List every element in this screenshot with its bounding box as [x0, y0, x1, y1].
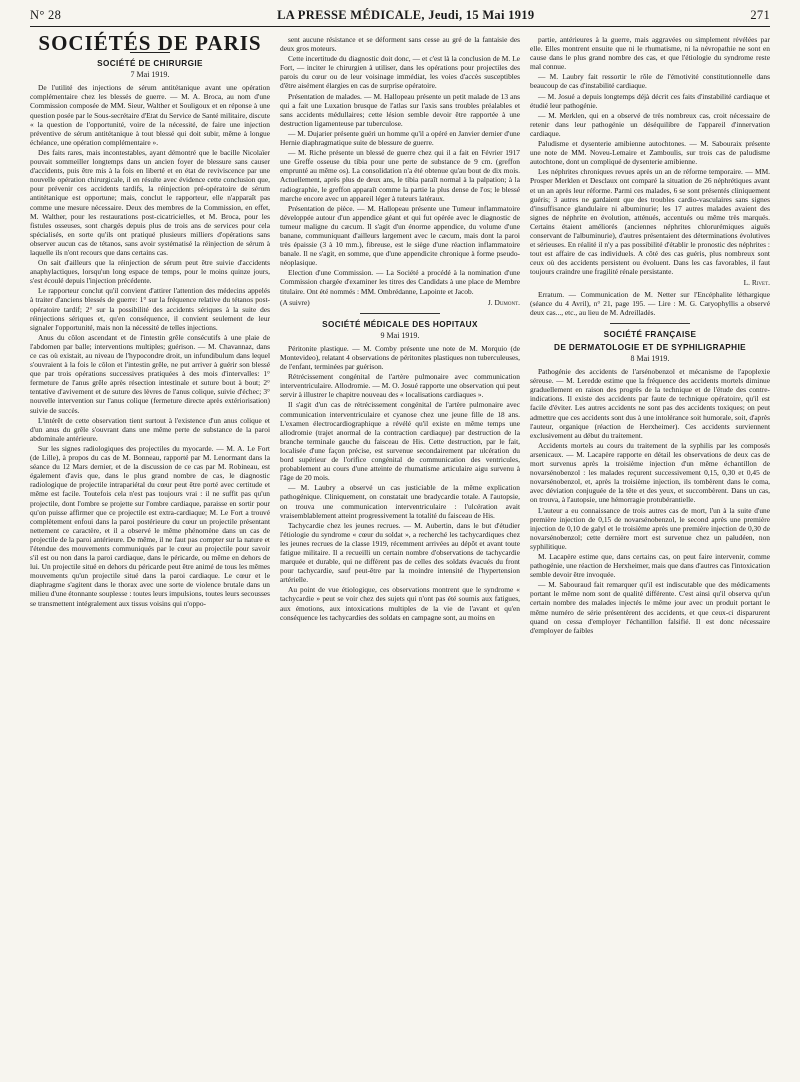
paragraph: Paludisme et dysenterie amibienne autochtones. — M. Sabouraix présente une note de MM. Noveu-Lemaire et Zamboulis, sur trois cas de paludisme autochtone, dont un compliqué de dysenterie amibienne.	[530, 139, 770, 167]
paragraph: Les néphrites chroniques revues après un an de réforme temporaire. — MM. Prosper Merklen et Desclaux ont comparé la situation de 26 néphrétiques avant et un an après leur réforme. Parmi ces malades, 6 se sont présentés cliniquement guéris; 3 autres ne gardaient que des troubles cardio-vasculaires sans signes d'insuffisance glandulaire ni albuminurie; les 17 autres malades avaient des signes de néphrite en évolution, atténués, accentués ou même très marqués. Certains étaient améliorés (anciennes néphrites chlorurémiques aiguës conservant de l'albuminurie), d'autres présentaient des déterminations évolutives et sérieuses. En réalité il n'y a pas possibilité d'établir le pronostic des néphrites : tout est affaire de cas individuels. A côté des cas guéris, plus nombreux sont ceux où des accidents persistent ou évoluent. Dans les cas favorables, il faut toujours craindre une fragilité rénale persistante.	[530, 167, 770, 277]
header-rule	[30, 26, 770, 27]
paragraph: — M. Laubry fait ressortir le rôle de l'émotivité constitutionnelle dans beaucoup de cas d'instabilité cardiaque.	[530, 72, 770, 91]
session-date: 9 Mai 1919.	[380, 330, 420, 340]
paragraph: Tachycardie chez les jeunes recrues. — M. Aubertin, dans le but d'étudier l'étiologie du syndrome « cœur du soldat », a recherché les tachycardiques chez les jeunes recrues de la classe 1919, récemment arrivées au dépôt et avant toute fatigue militaire. Il a recueilli un certain nombre d'observations de tachycardie marquée et durable, qui ne diffèrent pas de celles des soldats évacués du front pour tachycardie, sauf peut-être par la moindre intensité de l'hypertension artérielle.	[280, 520, 520, 585]
column-2	[280, 35, 520, 636]
page-number: 271	[750, 7, 770, 22]
paragraph: L'intérêt de cette observation tient surtout à l'existence d'un anus colique et d'un anus du grêle s'ouvrant dans une même perte de substance de la paroi abdominale antérieure.	[30, 415, 270, 443]
paragraph: Des faits rares, mais incontestables, ayant démontré que le bacille Nicolaïer pouvait sommeiller longtemps dans un ancien foyer de blessure sans causer d'accidents, puis être mis à la fois en liberté et en état de reviviscence par une nouvelle opération chirurgicale, il en résulte avec évidence cette conclusion que, pour prévenir ces accidents tardifs, la réinjection pré-opératoire de sérum antitétanique est opportune; mais, conclut le rapporteur, elle n'apparaît pas comme une mesure nécessaire. Deux des membres de la Commission, en effet, M. Walther, pour les restaurations post-cicatricielles, et M. Broca, pour les fistules osseuses, sont chargés depuis plus de trois ans de services pour cela spécialisés, en sorte qu'ils ont pratiqué plusieurs milliers d'opérations sans observer aucun cas de tétanos, sans avoir systématisé la réinjection de sérum à laquelle ils n'ont recours que dans certains cas.	[30, 147, 270, 257]
paragraph: — M. Sabouraud fait remarquer qu'il est indiscutable que des médicaments portant le même nom sont de qualité différente. C'est ainsi qu'il observa qu'un certain nombre des malades injectés le même jour avec un produit portant le même numéro de série présentèrent des accidents, et que ceux-ci disparurent quand on cessa d'employer l'échantillon falsifié. Il est donc nécessaire d'employer de faibles	[530, 580, 770, 635]
paragraph: L'auteur a eu connaissance de trois autres cas de mort, l'un à la suite d'une première injection de 0,15 de novarsénobenzol, le second après une première injection de 0,10 de galyl et le troisième après une première injection de 0,30 de novarsénobenzol; cette dernière mort est survenue chez un paludéen, non syphilitique.	[530, 505, 770, 551]
paragraph: Pathogénie des accidents de l'arsénobenzol et mécanisme de l'apoplexie séreuse. — M. Leredde estime que la fréquence des accidents mortels diminue graduellement en raison des progrès de la technique et de l'étude des contre-indications. Il existe des accidents par faute de technique opératoire, qu'il est facile d'éviter. Les autres accidents ne sont pas des accidents toxiques; on peut admettre que ces accidents sont dus à une intolérance soit humorale, soit, d'après l'auteur, organique (réaction de Herxheimer). Ces accidents surviennent exclusivement au début du traitement.	[530, 367, 770, 440]
column-3	[530, 35, 770, 636]
paragraph: Election d'une Commission. — La Société a procédé à la nomination d'une Commission chargée d'examiner les titres des Candidats à une place de Membre titulaire. Ont été nommés : MM. Ombrédanne, Lapointe et Jacob.	[280, 268, 520, 296]
paragraph: Sur les signes radiologiques des projectiles du myocarde. — M. A. Le Fort (de Lille), à propos du cas de M. Bonneau, rapporté par M. Lenormant dans la séance du 12 Mars dernier, et de la discussion de ce cas par M. Robineau, est également d'avis que, dans le plus grand nombre de cas, le diagnostic radiologique de projectile intrapariétal du cœur peut être porté avec certitude et même est facile. Toutefois cela n'est pas toujours vrai : il ne suffit pas qu'un projectile, dont l'ombre se projette sur l'ombre cardiaque, paraisse en sortir pour qu'on puisse affirmer que ce projectile est extra-cardiaque; M. Le Fort a trouvé complètement enfoui dans la paroi postérieure du cœur un projectile présentant nettement ce caractère, et il a observé le même phénomène dans un cas de projectile de la paroi antérieure. De même, il ne faut pas compter sur la nature et l'étendue des mouvements communiqués par le cœur au projectile pour savoir s'il est ou non dans la paroi cardiaque, dans le péricarde, ou même en dehors de lui. Un projectile situé en dehors du péricarde peut être animé de tous les mêmes mouvements qu'un projectile situé dans la paroi cardiaque. Le cœur et le diaphragme s'agitent dans le thorax avec une sorte de violence brutale dans un milieu d'une étonnante souplesse : toutes leurs impulsions, toutes leurs secousses se transmettent intégralement aux tissus voisins qui n'oppo-	[30, 443, 270, 608]
to-be-continued: (A suivre)	[280, 297, 310, 307]
section-divider	[610, 323, 690, 324]
section-main-title: SOCIÉTÉS DE PARIS	[38, 31, 262, 55]
session-date: 8 Mai 1919.	[630, 354, 670, 363]
paragraph: Erratum. — Communication de M. Netter sur l'Encéphalite léthargique (séance du 4 Avril), n° 21, page 195. — Lire : M. G. Caryophyllis a observé deux cas..., etc., au lieu de M. Adreilladès.	[530, 289, 770, 317]
paragraph: On sait d'ailleurs que la réinjection de sérum peut être suivie d'accidents anaphylactiques, lorsqu'un long espace de temps, pour le moins quinze jours, s'est écoulé depuis l'injection précédente.	[30, 258, 270, 286]
paragraph: De l'utilité des injections de sérum antitétanique avant une opération complémentaire chez les blessés de guerre. — M. A. Broca, au nom d'une Commission composée de MM. Sieur, Walther et Souligoux et en réponse à une question posée par le Sous-secrétaire d'Etat du Service de Santé militaire, discute « la question de l'opportunité, voire de la nécessité, de faire une injection préventive de sérum antitétanique à tout blessé qui doit subir, même à longue échéance, une opération complémentaire ».	[30, 83, 270, 147]
paragraph: Au point de vue étiologique, ces observations montrent que le syndrome « tachycardie » peut se voir chez des sujets qui n'ont pas été soumis aux fatigues, aux émotions, aux intoxications multiples de la vie de l'avant et qu'en conséquence les tachycardies des soldats en campagne sont, au moins en	[280, 585, 520, 622]
paragraph: Présentation de pièce. — M. Hallopeau présente une Tumeur inflammatoire développée autour d'un appendice géant et qui fut opérée avec le diagnostic de tumeur maligne du cæcum. Il s'agit d'un énorme appendice, du volume d'une banane, communiquant d'ailleurs largement avec le cæcum, mais dont la paroi très épaissie (3 à 10 mm.), fibreuse, est le siège d'une réaction inflammatoire banale. Il ne s'agit, en somme, que d'une appendicite chronique à forme pseudo-néoplasique.	[280, 203, 520, 268]
society-title-line-1: SOCIÉTÉ FRANÇAISE	[603, 329, 697, 339]
society-title-line-2: DE DERMATOLOGIE ET DE SYPHILIGRAPHIE	[554, 342, 746, 352]
masthead-title: LA PRESSE MÉDICALE, Jeudi, 15 Mai 1919	[277, 7, 535, 22]
paragraph: M. Lacapère estime que, dans certains cas, on peut faire intervenir, comme pathogénie, une réaction de Herxheimer, mais que dans d'autres cas l'intoxication semble devoir être invoquée.	[530, 551, 771, 580]
paragraph: — M. Riche présente un blessé de guerre chez qui il a fait en Février 1917 une Greffe osseuse du tibia pour une perte de substance de 9 cm. (greffon emprunté au même os). La consolidation n'a été obtenue qu'au bout de dix mois. Actuellement, après plus de deux ans, le tibia paraît normal à la palpation; à la radiographie, le greffon apparaît comme la partie la plus dense de l'os; le blessé marche encore avec un appareil léger à tuteurs latéraux.	[280, 148, 520, 203]
paragraph: — M. Merklen, qui en a observé de très nombreux cas, croit nécessaire de retenir dans leur pathogénie un déséquilibre de l'appareil d'innervation cardiaque.	[530, 110, 770, 138]
society-title: SOCIÉTÉ MÉDICALE DES HOPITAUX	[322, 319, 478, 329]
paragraph: Il s'agit d'un cas de rétrécissement congénital de l'artère pulmonaire avec communication interventriculaire et cyanose chez une jeune fille de 18 ans. L'examen électrocardiographique a révélé qu'il existe en même temps une allodromie (trajet anormal de la contraction cardiaque) par destruction de la branche terminale gauche du faisceau de His. Cette destruction, par le fait, localisée d'une façon précise, est survenue secondairement par ulcération du bord supérieur de l'orifice congénital de communication des ventricules, probablement au cours d'une atteinte de rhumatisme articulaire aigu survenu à l'âge de 20 mois.	[280, 400, 520, 483]
paragraph: sent aucune résistance et se déforment sans cesse au gré de la fantaisie des deux gros moteurs.	[280, 35, 520, 54]
paragraph: — M. Laubry a observé un cas justiciable de la même explication pathogénique. Cliniquement, on constatait une bradycardie totale. A l'autopsie, on trouva une communication interventriculaire : l'ulcération avait vraisemblablement atteint progressivement la totalité du faisceau de His.	[280, 483, 520, 520]
author-signature: L. Rivet.	[743, 278, 770, 288]
paragraph: Rétrécissement congénital de l'artère pulmonaire avec communication interventriculaire. Allodromie. — M. O. Josué rapporte une observation qui peut servir à illustrer le chapitre nouveau des « localisations cardiaques ».	[280, 372, 520, 400]
section-divider	[360, 313, 440, 314]
paragraph: — M. Dujarier présente guéri un homme qu'il a opéré en Janvier dernier d'une Hernie diaphragmatique suite de blessure de guerre.	[280, 128, 520, 148]
paragraph: Péritonite plastique. — M. Comby présente une note de M. Morquio (de Montevideo), relatant 4 observations de péritonites plastiques non tuberculeuses, de l'enfant, terminées par guérison.	[280, 343, 520, 372]
paragraph: Présentation de malades. — M. Hallopeau présente un petit malade de 13 ans qui a fait une Luxation brusque de l'atlas sur l'axis sans troubles préalables et sans accidents médullaires; cette lésion semble devoir être rapportée à une destruction ligamenteuse par tuberculose.	[280, 91, 520, 128]
signature-line	[530, 278, 770, 287]
paragraph: — M. Josué a depuis longtemps déjà décrit ces faits d'instabilité cardiaque et étudié leur pathogénie.	[530, 91, 770, 110]
paragraph: Cette incertitude du diagnostic doit donc, — et c'est là la conclusion de M. Le Fort, — inciter le chirurgien à utiliser, dans les opérations pour projectiles des parois du cœur ou de leur voisinage immédiat, les voies d'accès susceptibles d'être aisément élargies en cas de surprise opératoire.	[280, 54, 520, 91]
paragraph: partie, antérieures à la guerre, mais aggravées ou simplement révélées par elle. Elles montrent ensuite que ni le rhumatisme, ni la névropathie ne sont en cause dans le plus grand nombre des cas, et que l'étiologie du syndrome reste mal connue.	[530, 35, 770, 72]
signature-line	[280, 298, 520, 307]
paragraph: Anus du côlon ascendant et de l'intestin grêle consécutifs à une plaie de l'abdomen par balle; interventions multiples; guérison. — M. Chavannaz, dans ce cas où existait, au niveau de l'hypocondre droit, un infundibulum dans lequel s'ouvraient à la fois le côlon et l'intestin grêle, ne put arriver à guérir son blessé que par trois opérations successives pratiquées à des mois d'intervalles: 1° fermeture de l'anus grêle après résection intestinale et suture bout à bout; 2° tentative d'avivement et de suture des lèvres de l'anus colique, suivie d'échec; 3° nouvelle intervention sur l'anus colique (fermeture directe après extériorisation) suivie de succès.	[30, 332, 270, 415]
paragraph: Accidents mortels au cours du traitement de la syphilis par les composés arsenicaux. — M. Lacapère rapporte en détail les observations de deux cas de mort survenus après la troisième injection d'un même échantillon de novarsénobenzol : les malades reçurent successivement 0,15, 0,30 et 0,45 de novarsénobenzol, et, après la troisième injection, ils tombèrent dans le coma, avec déviation conjuguée de la tête et des yeux, et succombèrent. Dans un cas, on trouva, à l'autopsie, une hémorragie protubérantielle.	[530, 440, 770, 505]
society-title: SOCIÉTÉ DE CHIRURGIE	[97, 59, 203, 69]
session-date: 7 Mai 1919.	[130, 70, 170, 80]
column-1	[30, 31, 270, 636]
paragraph: Le rapporteur conclut qu'il convient d'attirer l'attention des médecins appelés à traiter d'anciens blessés de guerre: 1° sur la fréquence relative du tétanos post-opératoire tardif; 2° sur la possibilité des accidents sériques à la suite des réinjections sériques et, qu'en conséquence, il convient seulement de leur signaler l'opportunité, mais non la nécessité de telles injections.	[30, 286, 270, 332]
columns	[30, 31, 771, 636]
author-signature: J. Dumont.	[487, 297, 520, 307]
issue-number: N° 28	[30, 7, 62, 22]
page-header	[30, 6, 770, 24]
